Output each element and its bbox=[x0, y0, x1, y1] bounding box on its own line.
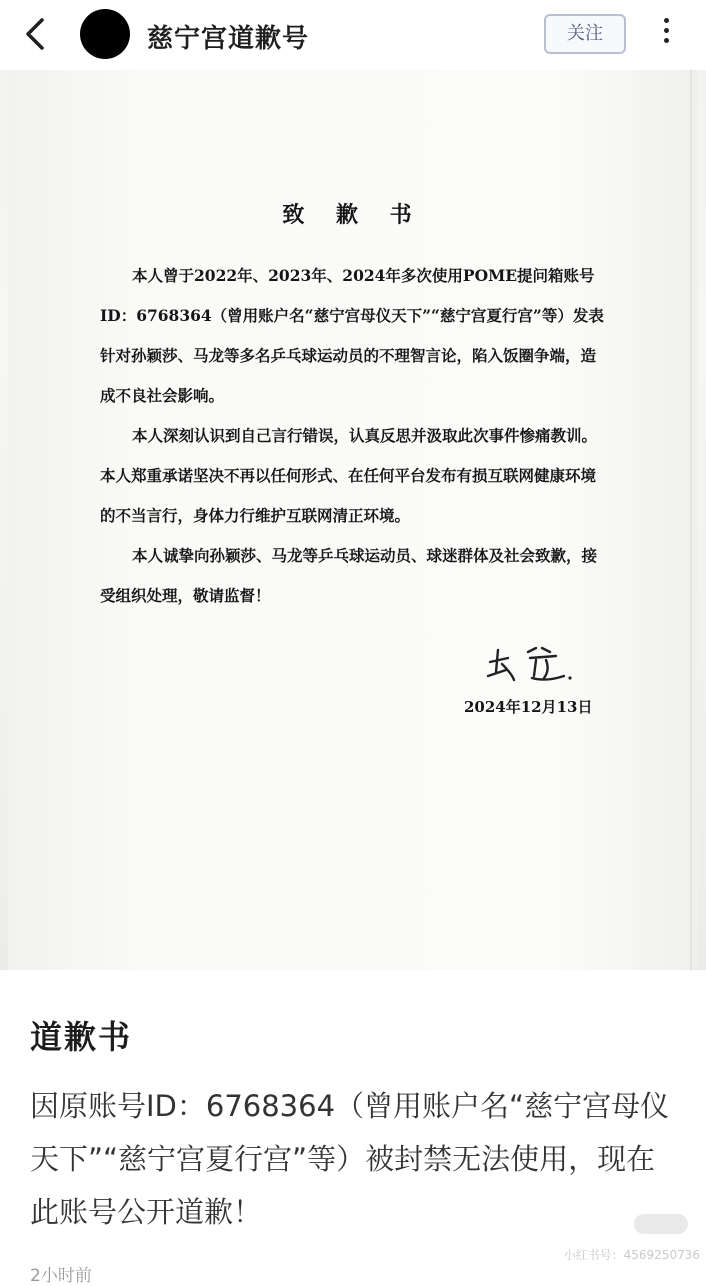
avatar[interactable] bbox=[80, 9, 130, 59]
post-body: 因原账号ID：6768364（曾用账户名“慈宁宫母仪天下”“慈宁宫夏行宫”等）被封禁无法使用，现在此账号公开道歉！ bbox=[30, 1089, 670, 1229]
post-title: 道歉书 bbox=[30, 1018, 133, 1056]
letter-paragraph-3: 本人诚挚向孙颖莎、马龙等乒乓球运动员、球迷群体及社会致歉，接受组织处理，敬请监督！ bbox=[100, 546, 598, 605]
back-button[interactable] bbox=[18, 14, 52, 54]
letter-photo[interactable] bbox=[0, 70, 706, 970]
more-button[interactable] bbox=[654, 18, 678, 52]
handwritten-signature bbox=[484, 640, 580, 688]
post-timestamp: 2小时前 bbox=[30, 1266, 92, 1286]
follow-button[interactable]: 关注 bbox=[544, 14, 626, 54]
watermark-text: 小红书号：4569250736 bbox=[563, 1248, 700, 1262]
top-bar bbox=[0, 0, 706, 70]
letter-paragraph-1: 本人曾于2022年、2023年、2024年多次使用POME提问箱账号ID：6768364（曾用账户名“慈宁宫母仪天下”“慈宁宫夏行宫”等）发表针对孙颖莎、马龙等多名乒乓球运动员的不理智言论，陷入饭圈争端，造成不良社会影响。 bbox=[100, 266, 604, 405]
account-name[interactable]: 慈宁宫道歉号 bbox=[147, 24, 310, 54]
letter-paragraph-2: 本人深刻认识到自己言行错误，认真反思并汲取此次事件惨痛教训。本人郑重承诺坚决不再以任何形式、在任何平台发布有损互联网健康环境的不当言行，身体力行维护互联网清正环境。 bbox=[100, 426, 598, 525]
letter-date: 2024年12月13日 bbox=[464, 698, 593, 716]
letter-title: 致 歉 书 bbox=[282, 202, 424, 228]
chevron-left-icon bbox=[18, 14, 52, 54]
more-vertical-icon bbox=[654, 18, 678, 43]
watermark bbox=[520, 1214, 700, 1274]
watermark-logo bbox=[634, 1214, 688, 1234]
